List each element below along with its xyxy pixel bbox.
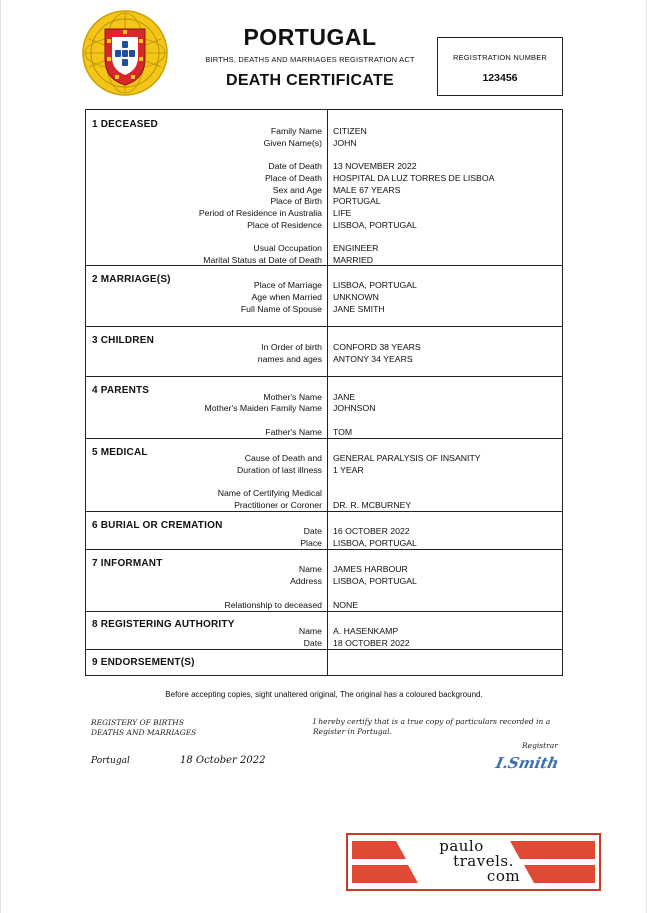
field-value: JOHN	[333, 138, 357, 148]
logo-text	[348, 839, 599, 884]
field-label: Father's Name	[265, 427, 322, 437]
certificate-table	[85, 109, 563, 676]
field-label: Period of Residence in Australia	[198, 208, 322, 218]
logo-line-2: travels.	[453, 852, 514, 870]
field-value: ENGINEER	[333, 243, 379, 253]
field-label: Full Name of Spouse	[240, 304, 322, 314]
section-title: 6 BURIAL OR CREMATION	[92, 520, 223, 531]
field-label: Usual Occupation	[253, 243, 322, 253]
field-value: 1 YEAR	[333, 465, 364, 475]
section-title: 3 CHILDREN	[92, 335, 155, 346]
coat-of-arms-emblem	[81, 9, 169, 97]
field-value: LISBOA, PORTUGAL	[333, 576, 417, 586]
section-title: 4 PARENTS	[92, 385, 150, 396]
field-value: 16 OCTOBER 2022	[333, 526, 410, 536]
issue-place: Portugal	[91, 756, 130, 766]
section-title: 8 REGISTERING AUTHORITY	[92, 619, 235, 630]
field-value: DR. R. MCBURNEY	[333, 500, 412, 510]
section-medical	[86, 439, 562, 512]
logo-line-3: com	[486, 867, 521, 885]
field-value: LISBOA, PORTUGAL	[333, 280, 417, 290]
field-value: GENERAL PARALYSIS OF INSANITY	[333, 453, 481, 463]
registry-line-2: DEATHS AND MARRIAGES	[91, 728, 197, 737]
certify-line-1: I hereby certify that is a true copy of particulars recorded in a	[313, 717, 551, 726]
section-title: 7 INFORMANT	[92, 558, 163, 569]
field-label: Name	[298, 564, 322, 574]
country-title: PORTUGAL	[243, 24, 377, 50]
field-value: A. HASENKAMP	[333, 626, 399, 636]
field-value: LISBOA, PORTUGAL	[333, 538, 417, 548]
field-value: 13 NOVEMBER 2022	[333, 161, 417, 171]
section-title: 1 DECEASED	[92, 119, 158, 130]
field-label: Practitioner or Coroner	[234, 500, 322, 510]
section-title: 5 MEDICAL	[92, 447, 148, 458]
registration-number-label: REGISTRATION NUMBER	[452, 53, 548, 62]
section-marriage	[86, 266, 562, 327]
field-label: Mother's Maiden Family Name	[204, 403, 322, 413]
field-value: UNKNOWN	[333, 292, 379, 302]
certify-line-2: Register in Portugal.	[313, 727, 392, 736]
field-label: Place of Residence	[247, 220, 322, 230]
field-value: HOSPITAL DA LUZ TORRES DE LISBOA	[333, 173, 495, 183]
field-label: Family Name	[270, 126, 322, 136]
registration-number-value: 123456	[482, 72, 518, 84]
field-value: ANTONY 34 YEARS	[333, 354, 413, 364]
section-title: 2 MARRIAGE(S)	[92, 274, 171, 285]
registrar-label: Registrar	[522, 741, 558, 750]
field-label: In Order of birth	[261, 342, 322, 352]
field-label: Place of Death	[265, 173, 322, 183]
field-label: Place	[300, 538, 322, 548]
issue-date: 18 October 2022	[180, 755, 266, 766]
field-label: Place of Birth	[270, 196, 322, 206]
field-value: LIFE	[333, 208, 352, 218]
certification-statement	[313, 717, 563, 737]
registry-name	[91, 718, 196, 738]
field-value: JAMES HARBOUR	[333, 564, 408, 574]
field-value: PORTUGAL	[333, 196, 381, 206]
field-label: names and ages	[257, 354, 322, 364]
field-label: Date of Death	[268, 161, 322, 171]
field-label: Duration of last illness	[237, 465, 322, 475]
field-label: Date	[303, 638, 322, 648]
field-value: JOHNSON	[333, 403, 376, 413]
authenticity-note: Before accepting copies, sight unaltered original, The original has a coloured background.	[165, 690, 483, 699]
field-label: Given Name(s)	[263, 138, 322, 148]
section-informant	[86, 550, 562, 612]
logo-line-1: paulo	[439, 837, 484, 855]
field-value: JANE SMITH	[333, 304, 385, 314]
field-label: Place of Marriage	[253, 280, 322, 290]
act-title: BIRTHS, DEATHS AND MARRIAGES REGISTRATION ACT	[205, 55, 415, 64]
field-value: CONFORD 38 YEARS	[333, 342, 421, 352]
section-registering-authority	[86, 612, 562, 650]
field-label: Cause of Death and	[244, 453, 322, 463]
section-children	[86, 327, 562, 377]
field-label: Relationship to deceased	[224, 600, 322, 610]
field-label: Name	[298, 626, 322, 636]
field-value: LISBOA, PORTUGAL	[333, 220, 417, 230]
field-label: Address	[290, 576, 322, 586]
registration-number-box	[437, 37, 563, 96]
field-label: Date	[303, 526, 322, 536]
field-value: 18 OCTOBER 2022	[333, 638, 410, 648]
section-deceased	[86, 110, 562, 266]
field-label: Sex and Age	[272, 185, 322, 195]
field-value: JANE	[333, 392, 356, 402]
certificate-header	[190, 24, 430, 90]
field-label: Marital Status at Date of Death	[203, 255, 322, 265]
field-label: Age when Married	[251, 292, 322, 302]
document-title: DEATH CERTIFICATE	[225, 72, 395, 89]
registrar-signature: I.Smith	[494, 754, 561, 772]
paulo-travels-logo	[346, 833, 601, 891]
field-label: Name of Certifying Medical	[217, 488, 322, 498]
field-value: MARRIED	[333, 255, 374, 265]
field-label: Mother's Name	[263, 392, 322, 402]
registry-line-1: REGISTERY OF BIRTHS	[91, 718, 184, 727]
field-value: TOM	[333, 427, 353, 437]
field-value: MALE 67 YEARS	[333, 185, 401, 195]
field-value: NONE	[333, 600, 359, 610]
field-value: CITIZEN	[333, 126, 367, 136]
section-title: 9 ENDORSEMENT(S)	[92, 657, 195, 668]
section-endorsement	[86, 650, 562, 675]
section-burial	[86, 512, 562, 550]
section-parents	[86, 377, 562, 439]
